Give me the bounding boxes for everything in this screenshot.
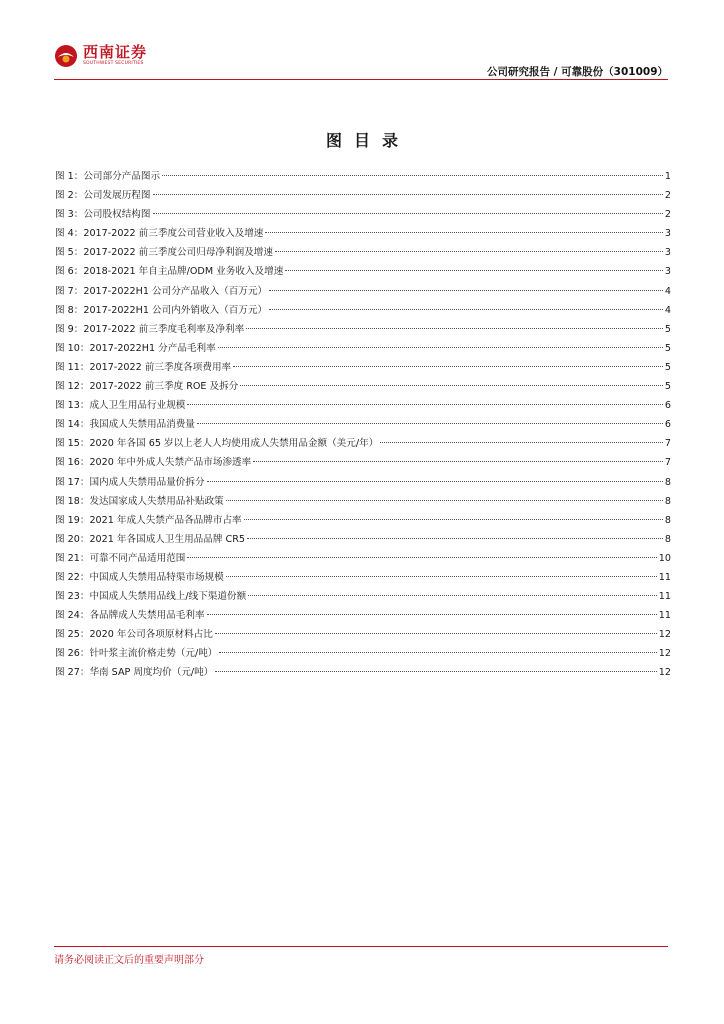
- header-divider: [54, 79, 668, 80]
- toc-entry[interactable]: [55, 625, 671, 644]
- toc-entry-page: 12: [658, 648, 671, 660]
- toc-entry[interactable]: [55, 644, 671, 663]
- toc-entry-page: 11: [658, 591, 671, 603]
- toc-entry-label: 图 10：2017-2022H1 分产品毛利率: [55, 342, 216, 354]
- toc-entry-page: 10: [658, 552, 671, 564]
- toc-leader-dots: [285, 270, 663, 271]
- figure-toc-list: [55, 167, 671, 683]
- toc-entry-label: 图 11：2017-2022 前三季度各项费用率: [55, 361, 232, 373]
- toc-entry-label: 图 18：发达国家成人失禁用品补贴政策: [55, 495, 224, 507]
- toc-entry-label: 图 13：成人卫生用品行业规模: [55, 400, 186, 412]
- toc-entry[interactable]: [55, 282, 671, 301]
- toc-entry-label: 图 8：2017-2022H1 公司内外销收入（百万元）: [55, 304, 268, 316]
- company-logo: [54, 44, 147, 68]
- toc-entry[interactable]: [55, 568, 671, 587]
- toc-entry-page: 3: [664, 247, 671, 259]
- toc-entry-page: 8: [664, 533, 671, 545]
- toc-entry-page: 6: [664, 419, 671, 431]
- toc-entry-label: 图 15：2020 年各国 65 岁以上老人人均使用成人失禁用品金额（美元/年）: [55, 438, 379, 450]
- toc-entry-label: 图 16：2020 年中外成人失禁产品市场渗透率: [55, 457, 252, 469]
- toc-entry[interactable]: [55, 663, 671, 682]
- toc-leader-dots: [233, 366, 663, 367]
- toc-entry-label: 图 22：中国成人失禁用品特渠市场规模: [55, 571, 224, 583]
- logo-emblem-icon: [54, 44, 78, 68]
- toc-entry-label: 图 26：针叶浆主流价格走势（元/吨）: [55, 648, 218, 660]
- toc-leader-dots: [162, 175, 663, 176]
- toc-entry-page: 1: [664, 171, 671, 182]
- toc-leader-dots: [247, 538, 663, 539]
- toc-entry-page: 4: [664, 285, 671, 297]
- toc-entry[interactable]: [55, 606, 671, 625]
- toc-entry-label: 图 9：2017-2022 前三季度毛利率及净利率: [55, 323, 245, 335]
- toc-leader-dots: [244, 519, 663, 520]
- logo-cn-text: 西南证券: [83, 43, 148, 62]
- toc-entry-label: 图 14：我国成人失禁用品消费量: [55, 419, 195, 431]
- toc-leader-dots: [275, 251, 663, 252]
- toc-entry[interactable]: [55, 453, 671, 472]
- toc-leader-dots: [265, 232, 662, 233]
- toc-entry-label: 图 23：中国成人失禁用品线上/线下渠道份额: [55, 591, 247, 603]
- toc-entry-page: 5: [664, 342, 671, 354]
- toc-entry-page: 11: [658, 610, 671, 622]
- toc-entry-label: 图 25：2020 年公司各项原材料占比: [55, 629, 213, 641]
- toc-leader-dots: [187, 557, 656, 558]
- toc-entry-page: 6: [664, 400, 671, 412]
- toc-entry-page: 12: [658, 629, 671, 641]
- toc-entry-label: 图 19：2021 年成人失禁产品各品牌市占率: [55, 514, 242, 526]
- toc-entry[interactable]: [55, 301, 671, 320]
- toc-entry-label: 图 20：2021 年各国成人卫生用品品牌 CR5: [55, 533, 245, 545]
- toc-entry-label: 图 21：可靠不同产品适用范围: [55, 552, 186, 564]
- toc-entry-page: 12: [658, 667, 671, 679]
- toc-entry-page: 7: [664, 438, 671, 450]
- toc-entry-page: 11: [658, 571, 671, 583]
- toc-leader-dots: [215, 633, 657, 634]
- toc-entry-page: 3: [664, 228, 671, 240]
- toc-entry-page: 8: [664, 514, 671, 526]
- toc-entry-page: 3: [664, 266, 671, 278]
- toc-entry-label: 图 12：2017-2022 前三季度 ROE 及拆分: [55, 381, 239, 393]
- toc-entry[interactable]: [55, 358, 671, 377]
- toc-entry[interactable]: [55, 473, 671, 492]
- toc-entry[interactable]: [55, 511, 671, 530]
- toc-entry[interactable]: [55, 320, 671, 339]
- toc-title: 图目录: [325, 131, 410, 150]
- toc-leader-dots: [215, 671, 656, 672]
- toc-entry[interactable]: [55, 434, 671, 453]
- toc-leader-dots: [380, 442, 663, 443]
- toc-leader-dots: [187, 404, 663, 405]
- toc-entry-page: 8: [664, 476, 671, 488]
- toc-entry[interactable]: [55, 243, 671, 262]
- toc-entry[interactable]: [55, 205, 671, 224]
- toc-leader-dots: [246, 328, 663, 329]
- toc-entry[interactable]: [55, 339, 671, 358]
- toc-entry-label: 图 3：公司股权结构图: [55, 209, 151, 221]
- toc-entry-label: 图 4：2017-2022 前三季度公司营业收入及增速: [55, 228, 264, 240]
- toc-entry-page: 4: [664, 304, 671, 316]
- toc-entry[interactable]: [55, 415, 671, 434]
- toc-entry-label: 图 1：公司部分产品图示: [55, 171, 161, 182]
- toc-entry-page: 2: [664, 209, 671, 221]
- toc-leader-dots: [197, 423, 663, 424]
- toc-leader-dots: [226, 500, 663, 501]
- toc-entry[interactable]: [55, 396, 671, 415]
- toc-entry-label: 图 5：2017-2022 前三季度公司归母净利润及增速: [55, 247, 273, 259]
- toc-entry[interactable]: [55, 167, 671, 186]
- toc-entry-label: 图 2：公司发展历程图: [55, 190, 151, 202]
- toc-entry-page: 5: [664, 381, 671, 393]
- toc-entry-label: 图 17：国内成人失禁用品量价拆分: [55, 476, 205, 488]
- toc-leader-dots: [153, 194, 663, 195]
- toc-entry-label: 图 24：各品牌成人失禁用品毛利率: [55, 610, 205, 622]
- toc-leader-dots: [269, 290, 663, 291]
- toc-leader-dots: [219, 652, 656, 653]
- toc-entry-label: 图 6：2018-2021 年自主品牌/ODM 业务收入及增速: [55, 266, 284, 278]
- toc-entry[interactable]: [55, 224, 671, 243]
- logo-en-text: SOUTHWEST SECURITIES: [83, 61, 144, 67]
- toc-entry[interactable]: [55, 262, 671, 281]
- toc-entry-page: 8: [664, 495, 671, 507]
- toc-entry-page: 5: [664, 361, 671, 373]
- toc-entry-page: 2: [664, 190, 671, 202]
- toc-entry[interactable]: [55, 492, 671, 511]
- toc-leader-dots: [226, 576, 657, 577]
- toc-entry[interactable]: [55, 549, 671, 568]
- toc-entry[interactable]: [55, 530, 671, 549]
- toc-entry-label: 图 27：华南 SAP 周度均价（元/吨）: [55, 667, 214, 679]
- toc-leader-dots: [153, 213, 663, 214]
- toc-leader-dots: [248, 595, 657, 596]
- toc-entry[interactable]: [55, 587, 671, 606]
- toc-leader-dots: [269, 309, 663, 310]
- toc-entry-page: 7: [664, 457, 671, 469]
- footer-disclaimer: 请务必阅读正文后的重要声明部分: [54, 955, 204, 966]
- toc-entry[interactable]: [55, 377, 671, 396]
- page-header: [0, 0, 724, 80]
- toc-leader-dots: [240, 385, 663, 386]
- footer-divider: [54, 946, 668, 947]
- toc-entry[interactable]: [55, 186, 671, 205]
- toc-leader-dots: [207, 481, 663, 482]
- toc-leader-dots: [207, 614, 657, 615]
- toc-leader-dots: [253, 461, 663, 462]
- toc-leader-dots: [218, 347, 663, 348]
- toc-entry-page: 5: [664, 323, 671, 335]
- report-reference: 公司研究报告 / 可靠股份（301009）: [487, 66, 668, 78]
- toc-entry-label: 图 7：2017-2022H1 公司分产品收入（百万元）: [55, 285, 268, 297]
